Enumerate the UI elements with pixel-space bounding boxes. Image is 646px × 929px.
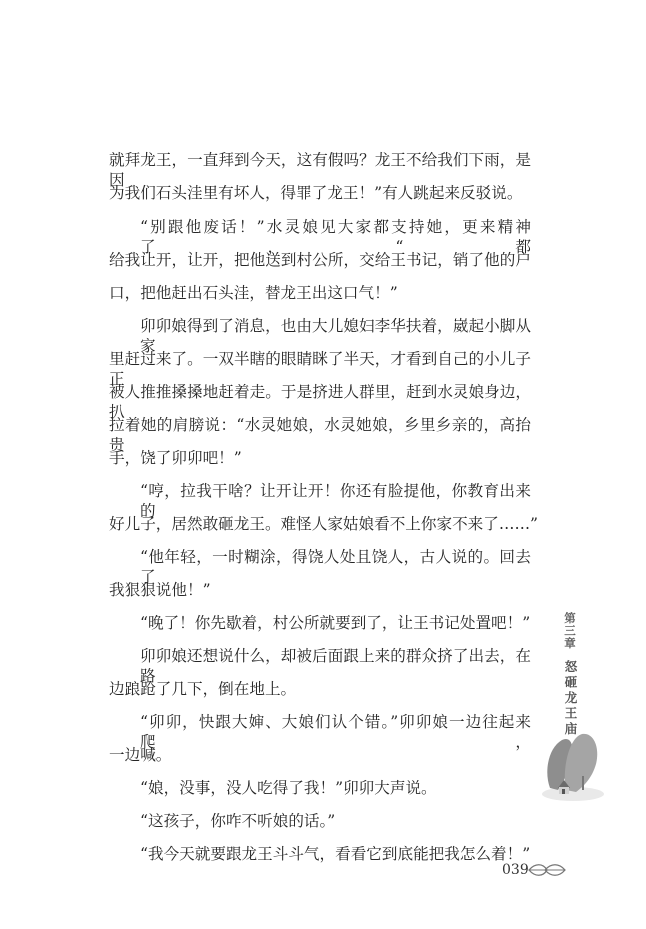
- text-line: 拉着她的肩膀说：“水灵她娘，水灵她娘，乡里乡亲的，高抬贵: [109, 416, 531, 454]
- chapter-title: 怒砸龙王庙: [563, 660, 578, 738]
- text-line: “他年轻，一时糊涂，得饶人处且饶人，古人说的。回去了: [140, 548, 531, 586]
- text-line: 手，饶了卯卯吧！”: [109, 449, 242, 467]
- text-line: 一边喊。: [109, 746, 172, 764]
- text-line: 边踉跄了几下，倒在地上。: [109, 680, 297, 698]
- chapter-label: 第三章: [563, 612, 577, 650]
- page-number: 039: [502, 862, 529, 878]
- text-line: “我今天就要跟龙王斗斗气，看看它到底能把我怎么着！”: [140, 845, 531, 863]
- text-line: 被人推推搡搡地赶着走。于是挤进人群里，赶到水灵娘身边，扒: [109, 383, 531, 421]
- text-line: 为我们石头洼里有坏人，得罪了龙王！”有人跳起来反驳说。: [109, 184, 523, 202]
- village-tree-illustration: [540, 728, 606, 804]
- text-line: “哼，拉我干啥？让开让开！你还有脸提他，你教育出来的: [140, 482, 531, 520]
- text-line: 卯卯娘得到了消息，也由大儿媳妇李华扶着，崴起小脚从家: [140, 317, 531, 355]
- text-line: 好儿子，居然敢砸龙王。难怪人家姑娘看不上你家不来了……”: [109, 515, 539, 533]
- leaf-ornament-icon: [527, 860, 567, 880]
- text-line: 口，把他赶出石头洼，替龙王出这口气！”: [109, 284, 398, 302]
- text-line: “晚了！你先歇着，村公所就要到了，让王书记处置吧！”: [140, 614, 531, 632]
- text-line: “别跟他废话！”水灵娘见大家都支持她，更来精神了，“都: [140, 218, 531, 256]
- text-line: 就拜龙王，一直拜到今天，这有假吗？龙王不给我们下雨，是因: [109, 151, 531, 189]
- text-line: “卯卯，快跟大婶、大娘们认个错。”卯卯娘一边往起来爬，: [140, 713, 531, 751]
- text-line: 卯卯娘还想说什么，却被后面跟上来的群众挤了出去，在路: [140, 647, 531, 685]
- text-line: 里赶过来了。一双半瞎的眼睛眯了半天，才看到自己的小儿子正: [109, 350, 531, 388]
- text-line: “娘，没事，没人吃得了我！”卯卯大声说。: [140, 779, 437, 797]
- text-line: 我狠狠说他！”: [109, 581, 211, 599]
- text-line: “这孩子，你咋不听娘的话。”: [140, 812, 336, 830]
- text-line: 给我让开，让开，把他送到村公所，交给王书记，销了他的户: [109, 251, 531, 269]
